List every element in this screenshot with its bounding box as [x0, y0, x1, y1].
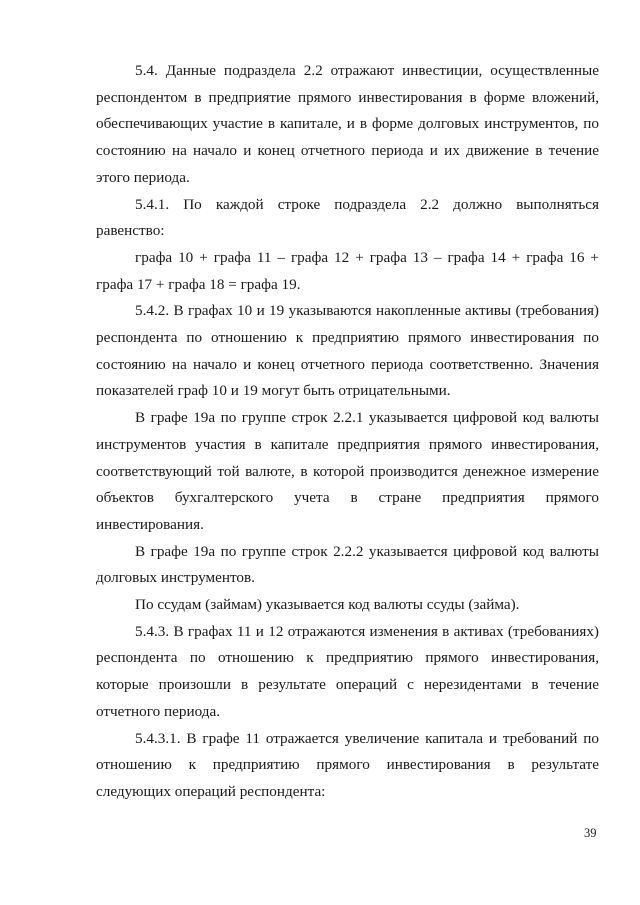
paragraph-5-4-3: 5.4.3. В графах 11 и 12 отражаются изменения в активах (требованиях) респондента по отношению к предприятию прямого инвестирования, которые произошли в результате операций с нерезидентами в течение отчетного периода.	[96, 622, 599, 720]
paragraph-column-19a-participation: В графе 19а по группе строк 2.2.1 указывается цифровой код валюты инструментов участия в капитале предприятия прямого инвестирования, соответствующий той валюте, в которой производится денежное измерение объектов бухгалтерского учета в стране предприятия прямого инвестирования.	[96, 409, 599, 533]
paragraph-5-4-1: 5.4.1. По каждой строке подраздела 2.2 должно выполняться равенство:	[96, 195, 599, 240]
equality-formula: графа 10 + графа 11 – графа 12 + графа 13 – графа 14 + графа 16 + графа 17 + графа 18 = графа 19.	[96, 248, 599, 293]
paragraph-column-19a-debt: В графе 19а по группе строк 2.2.2 указывается цифровой код валюты долговых инструментов.	[96, 542, 599, 587]
paragraph-5-4-2: 5.4.2. В графах 10 и 19 указываются накопленные активы (требования) респондента по отношению к предприятию прямого инвестирования по состоянию на начало и конец отчетного периода соответственно. Значения показателей граф 10 и 19 могут быть отрицательными.	[96, 302, 599, 400]
paragraph-5-4-3-1: 5.4.3.1. В графе 11 отражается увеличение капитала и требований по отношению к предприятию прямого инвестирования в результате следующих операций респондента:	[96, 729, 599, 800]
paragraph-loans-currency: По ссудам (займам) указывается код валюты ссуды (займа).	[135, 596, 520, 614]
page-number: 39	[584, 826, 597, 840]
document-page	[96, 58, 599, 806]
paragraph-5-4: 5.4. Данные подраздела 2.2 отражают инвестиции, осуществленные респондентом в предприятие прямого инвестирования в форме вложений, обеспечивающих участие в капитале, и в форме долговых инструментов, по состоянию на начало и конец отчетного периода и их движение в течение этого периода.	[96, 62, 599, 186]
